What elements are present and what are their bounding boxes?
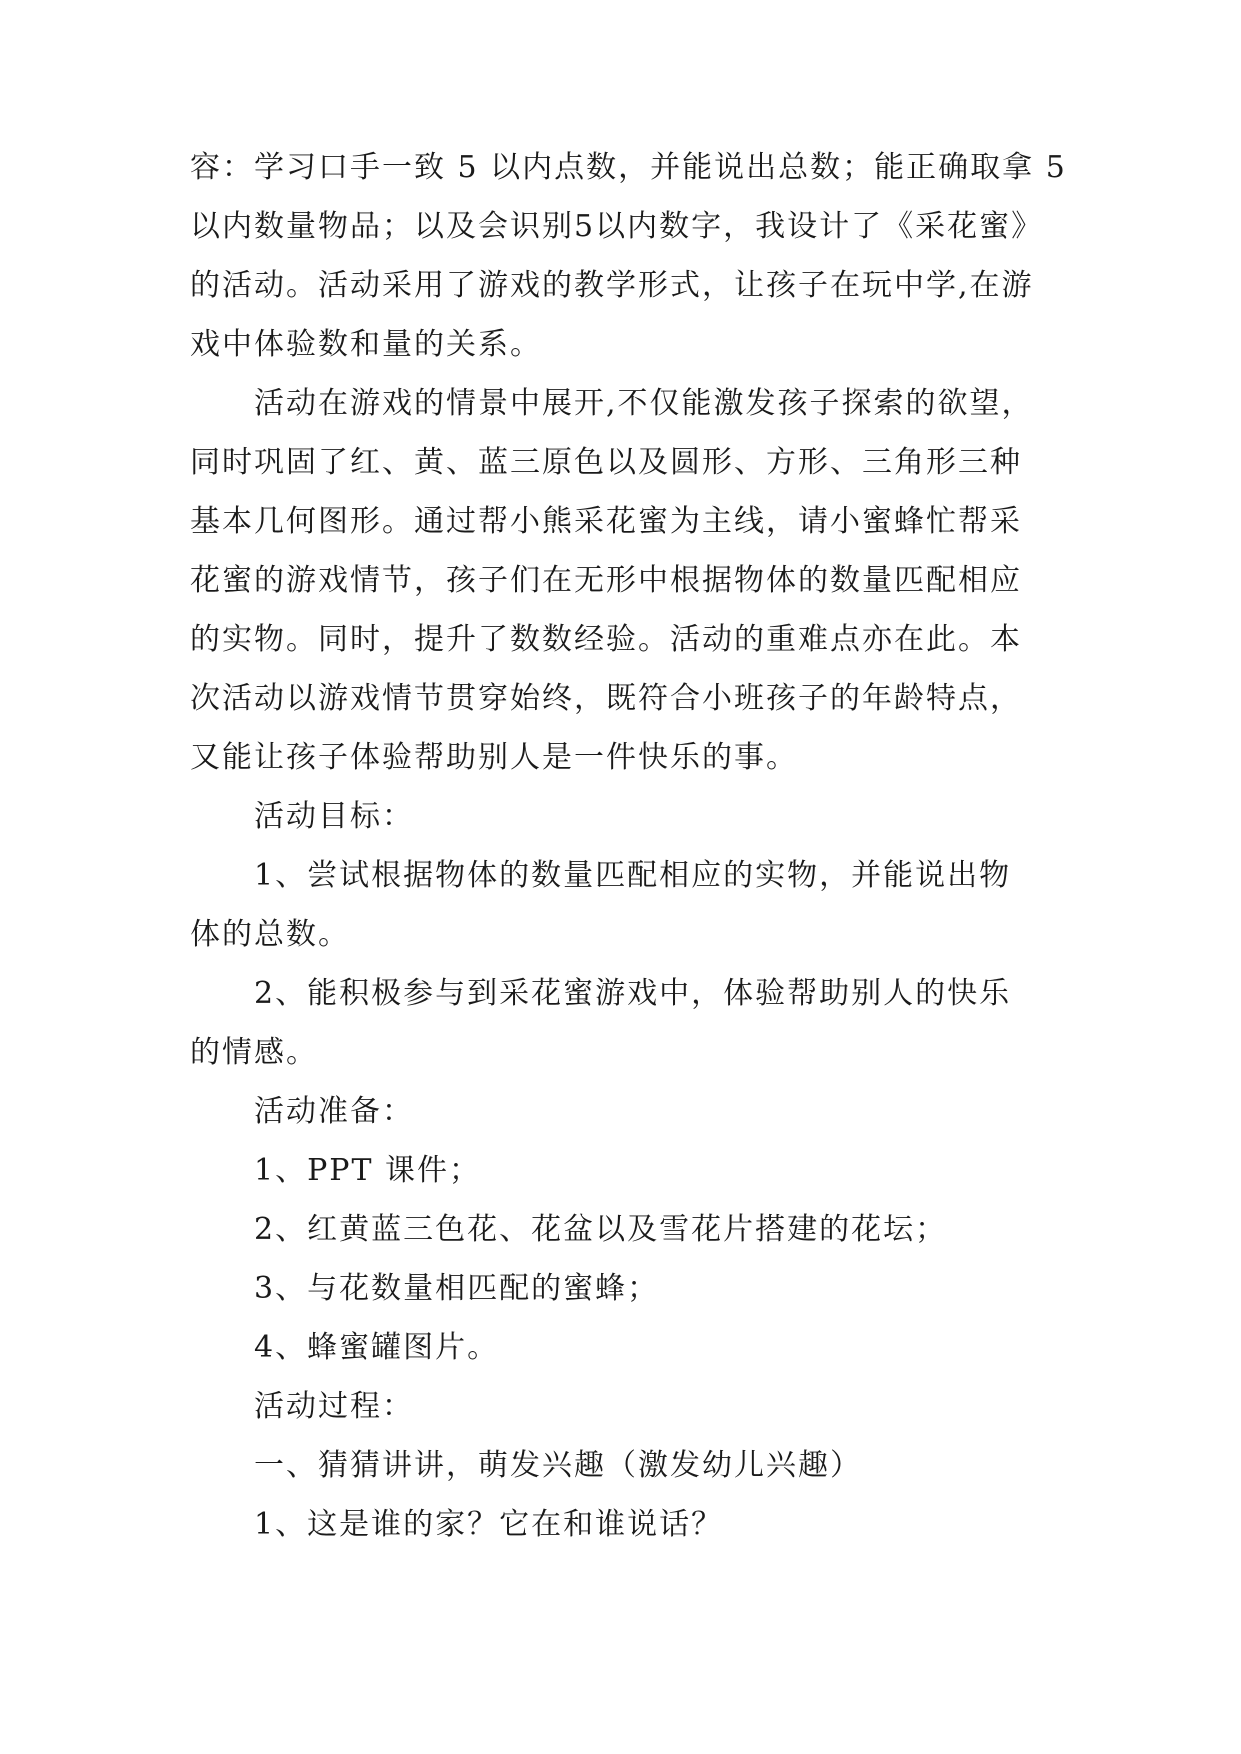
section-heading-process: 活动过程： [254,1389,414,1424]
goal-item-1: 1、尝试根据物体的数量匹配相应的实物，并能说出物 [254,858,1012,893]
text-line: 的活动。活动采用了游戏的教学形式，让孩子在玩中学,在游 [190,268,1034,303]
preparation-item-3: 3、与花数量相匹配的蜜蜂； [254,1271,660,1306]
section-heading-goals: 活动目标： [254,799,414,834]
text-line: 次活动以游戏情节贯穿始终，既符合小班孩子的年龄特点， [190,681,1022,716]
text-line: 花蜜的游戏情节，孩子们在无形中根据物体的数量匹配相应 [190,563,1022,598]
text-line: 的情感。 [190,1035,318,1070]
text-line: 又能让孩子体验帮助别人是一件快乐的事。 [190,740,798,775]
paragraph-start-line: 活动在游戏的情景中展开,不仅能激发孩子探索的欲望， [254,386,1034,421]
section-heading-preparation: 活动准备： [254,1094,414,1129]
text-line: 容：学习口手一致 5 以内点数，并能说出总数；能正确取拿 5 [190,150,1067,185]
document-body [190,138,1067,1554]
process-item-1: 1、这是谁的家？它在和谁说话？ [254,1507,724,1542]
preparation-item-4: 4、蜂蜜罐图片。 [254,1330,500,1365]
text-line: 体的总数。 [190,917,350,952]
preparation-item-1: 1、PPT 课件； [254,1153,482,1188]
text-line: 戏中体验数和量的关系。 [190,327,542,362]
text-line: 基本几何图形。通过帮小熊采花蜜为主线，请小蜜蜂忙帮采 [190,504,1022,539]
process-step-heading: 一、猜猜讲讲，萌发兴趣（激发幼儿兴趣） [254,1448,862,1483]
preparation-item-2: 2、红黄蓝三色花、花盆以及雪花片搭建的花坛； [254,1212,948,1247]
text-line: 以内数量物品；以及会识别5以内数字，我设计了《采花蜜》 [190,209,1044,244]
goal-item-2: 2、能积极参与到采花蜜游戏中，体验帮助别人的快乐 [254,976,1012,1011]
text-line: 同时巩固了红、黄、蓝三原色以及圆形、方形、三角形三种 [190,445,1022,480]
text-line: 的实物。同时，提升了数数经验。活动的重难点亦在此。本 [190,622,1022,657]
